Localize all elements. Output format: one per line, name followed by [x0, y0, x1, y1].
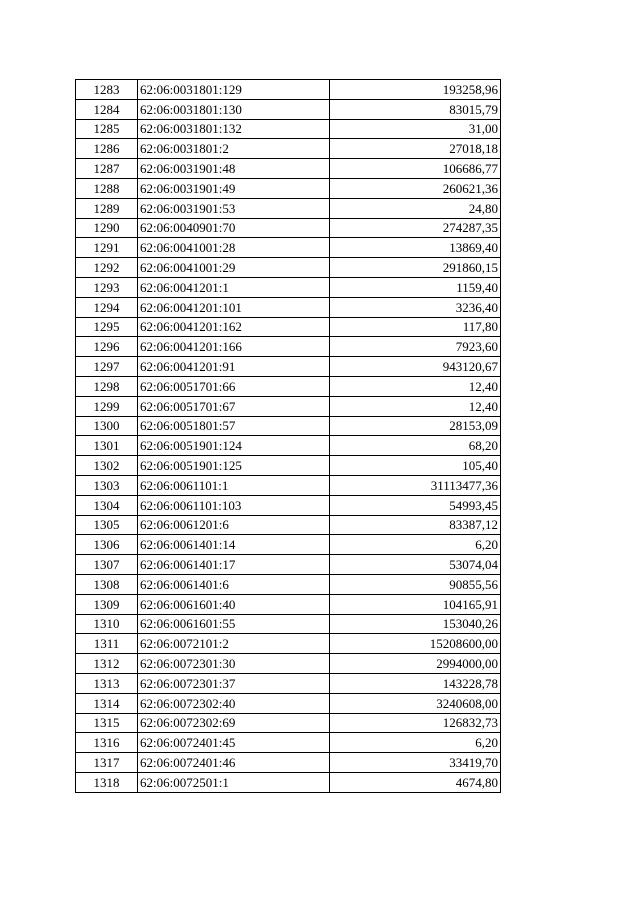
value-cell: 274287,35 — [330, 218, 501, 238]
cadastral-number-cell: 62:06:0041001:29 — [138, 258, 330, 278]
table-row — [76, 753, 501, 773]
value-cell: 7923,60 — [330, 337, 501, 357]
table-row — [76, 396, 501, 416]
table-row — [76, 594, 501, 614]
row-number-cell: 1303 — [76, 475, 138, 495]
table-row — [76, 258, 501, 278]
value-cell: 27018,18 — [330, 139, 501, 159]
cadastral-number-cell: 62:06:0061401:14 — [138, 535, 330, 555]
cadastral-number-cell: 62:06:0041201:101 — [138, 297, 330, 317]
cadastral-number-cell: 62:06:0061601:40 — [138, 594, 330, 614]
table-row — [76, 416, 501, 436]
cadastral-number-cell: 62:06:0041201:162 — [138, 317, 330, 337]
table-row — [76, 673, 501, 693]
table-row — [76, 634, 501, 654]
cadastral-number-cell: 62:06:0031801:130 — [138, 99, 330, 119]
cadastral-number-cell: 62:06:0031901:53 — [138, 198, 330, 218]
cadastral-number-cell: 62:06:0041201:166 — [138, 337, 330, 357]
row-number-cell: 1306 — [76, 535, 138, 555]
row-number-cell: 1308 — [76, 574, 138, 594]
cadastral-number-cell: 62:06:0031801:129 — [138, 80, 330, 100]
value-cell: 1159,40 — [330, 277, 501, 297]
table-row — [76, 159, 501, 179]
value-cell: 90855,56 — [330, 574, 501, 594]
table-row — [76, 693, 501, 713]
row-number-cell: 1307 — [76, 555, 138, 575]
cadastral-number-cell: 62:06:0051801:57 — [138, 416, 330, 436]
cadastral-number-cell: 62:06:0051901:125 — [138, 456, 330, 476]
table-row — [76, 535, 501, 555]
row-number-cell: 1309 — [76, 594, 138, 614]
value-cell: 3240608,00 — [330, 693, 501, 713]
cadastral-number-cell: 62:06:0061101:1 — [138, 475, 330, 495]
row-number-cell: 1300 — [76, 416, 138, 436]
row-number-cell: 1304 — [76, 495, 138, 515]
value-cell: 6,20 — [330, 733, 501, 753]
value-cell: 105,40 — [330, 456, 501, 476]
row-number-cell: 1286 — [76, 139, 138, 159]
table-row — [76, 198, 501, 218]
value-cell: 143228,78 — [330, 673, 501, 693]
cadastral-number-cell: 62:06:0061101:103 — [138, 495, 330, 515]
table-row — [76, 178, 501, 198]
row-number-cell: 1284 — [76, 99, 138, 119]
row-number-cell: 1289 — [76, 198, 138, 218]
cadastral-number-cell: 62:06:0051901:124 — [138, 436, 330, 456]
cadastral-number-cell: 62:06:0072302:40 — [138, 693, 330, 713]
cadastral-number-cell: 62:06:0061601:55 — [138, 614, 330, 634]
row-number-cell: 1317 — [76, 753, 138, 773]
table-row — [76, 713, 501, 733]
table-row — [76, 139, 501, 159]
table-row — [76, 772, 501, 792]
row-number-cell: 1310 — [76, 614, 138, 634]
table-row — [76, 99, 501, 119]
cadastral-number-cell: 62:06:0040901:70 — [138, 218, 330, 238]
value-cell: 28153,09 — [330, 416, 501, 436]
cadastral-number-cell: 62:06:0031801:2 — [138, 139, 330, 159]
table-row — [76, 297, 501, 317]
value-cell: 104165,91 — [330, 594, 501, 614]
cadastral-value-table — [75, 79, 501, 793]
value-cell: 126832,73 — [330, 713, 501, 733]
value-cell: 2994000,00 — [330, 654, 501, 674]
table-row — [76, 654, 501, 674]
row-number-cell: 1290 — [76, 218, 138, 238]
value-cell: 31113477,36 — [330, 475, 501, 495]
cadastral-number-cell: 62:06:0072301:37 — [138, 673, 330, 693]
cadastral-number-cell: 62:06:0072401:46 — [138, 753, 330, 773]
row-number-cell: 1292 — [76, 258, 138, 278]
table-row — [76, 119, 501, 139]
row-number-cell: 1295 — [76, 317, 138, 337]
cadastral-number-cell: 62:06:0041201:1 — [138, 277, 330, 297]
row-number-cell: 1285 — [76, 119, 138, 139]
value-cell: 12,40 — [330, 396, 501, 416]
value-cell: 24,80 — [330, 198, 501, 218]
table-row — [76, 436, 501, 456]
table-row — [76, 475, 501, 495]
table-row — [76, 574, 501, 594]
value-cell: 117,80 — [330, 317, 501, 337]
cadastral-number-cell: 62:06:0061401:6 — [138, 574, 330, 594]
row-number-cell: 1287 — [76, 159, 138, 179]
value-cell: 193258,96 — [330, 80, 501, 100]
row-number-cell: 1305 — [76, 515, 138, 535]
table-row — [76, 337, 501, 357]
row-number-cell: 1313 — [76, 673, 138, 693]
table-row — [76, 495, 501, 515]
table-row — [76, 733, 501, 753]
row-number-cell: 1294 — [76, 297, 138, 317]
value-cell: 31,00 — [330, 119, 501, 139]
value-cell: 83015,79 — [330, 99, 501, 119]
cadastral-number-cell: 62:06:0031801:132 — [138, 119, 330, 139]
row-number-cell: 1288 — [76, 178, 138, 198]
value-cell: 33419,70 — [330, 753, 501, 773]
cadastral-number-cell: 62:06:0031901:49 — [138, 178, 330, 198]
table-row — [76, 515, 501, 535]
row-number-cell: 1291 — [76, 238, 138, 258]
value-cell: 6,20 — [330, 535, 501, 555]
table-row — [76, 555, 501, 575]
row-number-cell: 1283 — [76, 80, 138, 100]
cadastral-number-cell: 62:06:0061201:6 — [138, 515, 330, 535]
row-number-cell: 1299 — [76, 396, 138, 416]
value-cell: 260621,36 — [330, 178, 501, 198]
cadastral-number-cell: 62:06:0072501:1 — [138, 772, 330, 792]
value-cell: 4674,80 — [330, 772, 501, 792]
value-cell: 943120,67 — [330, 357, 501, 377]
value-cell: 54993,45 — [330, 495, 501, 515]
table-row — [76, 376, 501, 396]
cadastral-number-cell: 62:06:0072301:30 — [138, 654, 330, 674]
value-cell: 68,20 — [330, 436, 501, 456]
value-cell: 291860,15 — [330, 258, 501, 278]
value-cell: 12,40 — [330, 376, 501, 396]
row-number-cell: 1302 — [76, 456, 138, 476]
cadastral-number-cell: 62:06:0072401:45 — [138, 733, 330, 753]
value-cell: 83387,12 — [330, 515, 501, 535]
cadastral-number-cell: 62:06:0031901:48 — [138, 159, 330, 179]
table-row — [76, 357, 501, 377]
cadastral-number-cell: 62:06:0072302:69 — [138, 713, 330, 733]
row-number-cell: 1312 — [76, 654, 138, 674]
row-number-cell: 1296 — [76, 337, 138, 357]
table-row — [76, 614, 501, 634]
table-row — [76, 456, 501, 476]
row-number-cell: 1298 — [76, 376, 138, 396]
value-cell: 53074,04 — [330, 555, 501, 575]
row-number-cell: 1318 — [76, 772, 138, 792]
row-number-cell: 1293 — [76, 277, 138, 297]
value-cell: 3236,40 — [330, 297, 501, 317]
value-cell: 153040,26 — [330, 614, 501, 634]
value-cell: 13869,40 — [330, 238, 501, 258]
table-body — [76, 80, 501, 793]
table-row — [76, 80, 501, 100]
cadastral-number-cell: 62:06:0061401:17 — [138, 555, 330, 575]
row-number-cell: 1297 — [76, 357, 138, 377]
cadastral-number-cell: 62:06:0051701:67 — [138, 396, 330, 416]
cadastral-number-cell: 62:06:0041201:91 — [138, 357, 330, 377]
row-number-cell: 1301 — [76, 436, 138, 456]
table-row — [76, 277, 501, 297]
value-cell: 15208600,00 — [330, 634, 501, 654]
row-number-cell: 1314 — [76, 693, 138, 713]
value-cell: 106686,77 — [330, 159, 501, 179]
cadastral-number-cell: 62:06:0051701:66 — [138, 376, 330, 396]
row-number-cell: 1316 — [76, 733, 138, 753]
row-number-cell: 1315 — [76, 713, 138, 733]
table-row — [76, 317, 501, 337]
cadastral-number-cell: 62:06:0041001:28 — [138, 238, 330, 258]
row-number-cell: 1311 — [76, 634, 138, 654]
table-row — [76, 218, 501, 238]
cadastral-number-cell: 62:06:0072101:2 — [138, 634, 330, 654]
table-row — [76, 238, 501, 258]
